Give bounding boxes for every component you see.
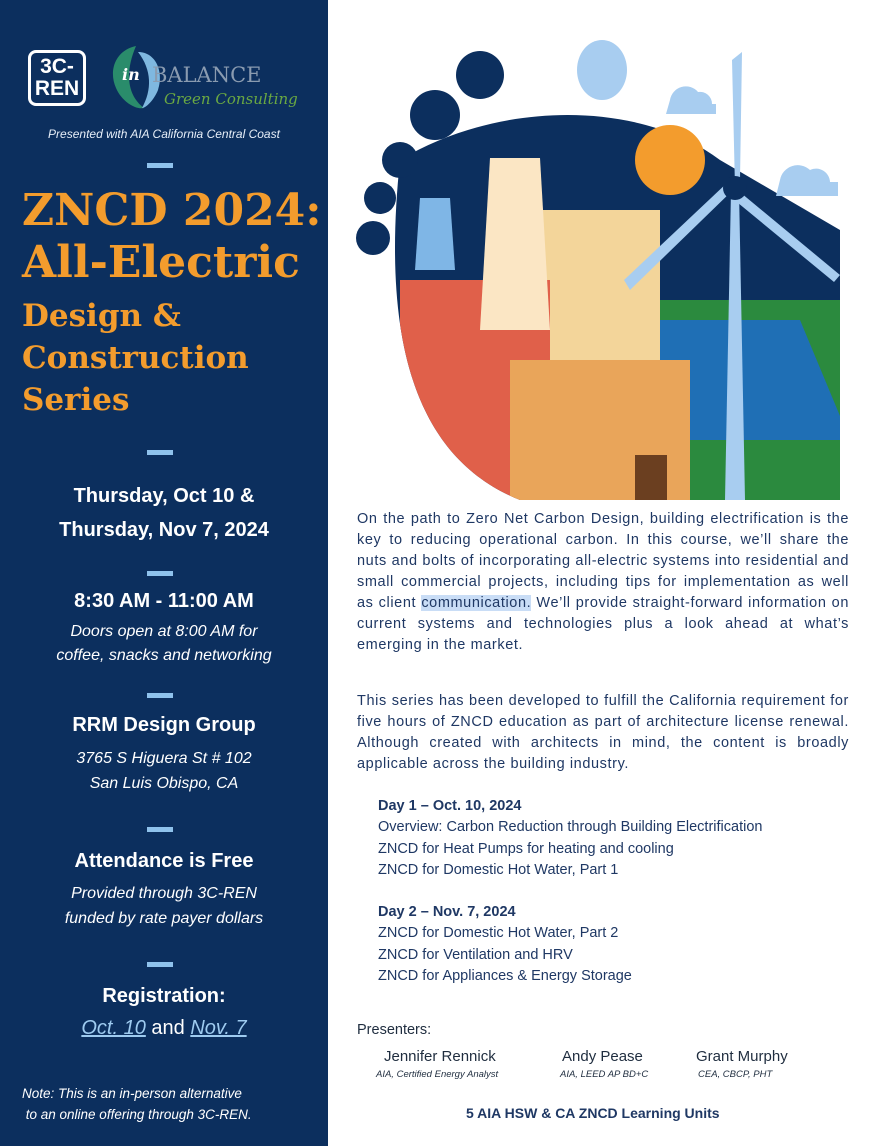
agenda-item: ZNCD for Domestic Hot Water, Part 2 (378, 925, 619, 942)
learning-units: 5 AIA HSW & CA ZNCD Learning Units (466, 1105, 720, 1121)
day2-agenda (378, 902, 632, 987)
divider (147, 693, 173, 698)
presenter-credentials: AIA, LEED AP BD+C (560, 1069, 649, 1080)
registration-title: Registration: (102, 985, 226, 1007)
intro-text: On the path to Zero Net Carbon Design, building electrification is the key to reducing operational carbon. In this course, we’ll share the nuts and bolts of incorporating all-electric systems into residential and small commercial projects, including tips for implementation as well as client (357, 511, 849, 611)
doors-line: coffee, snacks and networking (56, 647, 272, 664)
title-line: All-Electric (22, 237, 300, 288)
agenda-item: ZNCD for Appliances & Energy Storage (378, 967, 632, 984)
3c-ren-logo: 3C-REN (28, 50, 86, 106)
doors-open-note (0, 620, 328, 668)
venue-name: RRM Design Group (72, 714, 256, 736)
attendance-free: Attendance is Free (74, 850, 254, 872)
inbalance-prefix: in (122, 65, 140, 84)
event-dates (0, 479, 328, 547)
venue-address (0, 746, 328, 796)
title-line: ZNCD 2024: (22, 185, 322, 236)
divider (147, 450, 173, 455)
steam-cloud (577, 40, 627, 100)
date-line: Thursday, Nov 7, 2024 (59, 519, 269, 541)
funding-line: Provided through 3C-REN (71, 885, 257, 902)
inbalance-name: BALANCE (152, 63, 262, 87)
day2-title: Day 2 – Nov. 7, 2024 (378, 904, 516, 920)
sun (635, 125, 705, 195)
event-time: 8:30 AM - 11:00 AM (74, 590, 254, 612)
divider (147, 827, 173, 832)
register-nov7-link[interactable]: Nov. 7 (190, 1017, 247, 1039)
note-line: Note: This is an in-person alternative (22, 1086, 242, 1101)
in-person-note (22, 1083, 252, 1125)
intro-highlight: communication. (421, 595, 532, 611)
dot (364, 182, 396, 214)
page-title (22, 185, 322, 289)
registration-and: and (145, 1017, 191, 1039)
day1-title: Day 1 – Oct. 10, 2024 (378, 798, 522, 814)
smokestack (480, 158, 550, 330)
dot (456, 51, 504, 99)
cloud (776, 165, 838, 196)
turbine-blade (732, 52, 742, 188)
address-line: 3765 S Higuera St # 102 (76, 750, 252, 767)
registration-links (0, 1017, 328, 1040)
funding-note (0, 881, 328, 931)
dot (382, 142, 418, 178)
presenter-name: Jennifer Rennick (384, 1048, 496, 1065)
electrification-illustration (340, 30, 870, 505)
dot (356, 221, 390, 255)
inbalance-logo (108, 44, 313, 114)
agenda-item: ZNCD for Ventilation and HRV (378, 946, 573, 963)
divider (147, 163, 173, 168)
sidebar (0, 0, 328, 1146)
presenter-name: Grant Murphy (696, 1048, 788, 1065)
agenda-item: ZNCD for Domestic Hot Water, Part 1 (378, 861, 619, 878)
cooling-tower (415, 198, 455, 270)
page-subtitle (22, 295, 249, 421)
intro-paragraph (357, 509, 849, 656)
day1-agenda (378, 796, 762, 881)
divider (147, 962, 173, 967)
intro-text-end: We’ll provide straight-forward information on current systems and technologies plus a look ahead at what’s emerging in the market. (357, 595, 849, 653)
presenter-credentials: CEA, CBCP, PHT (698, 1069, 773, 1080)
inbalance-tagline: Green Consulting (164, 90, 298, 108)
subtitle-line: Series (22, 382, 130, 418)
presented-with: Presented with AIA California Central Coast (48, 127, 280, 141)
doors-line: Doors open at 8:00 AM for (70, 623, 258, 640)
agenda-item: Overview: Carbon Reduction through Building Electrification (378, 819, 763, 836)
subtitle-line: Design & (22, 298, 181, 334)
subtitle-line: Construction (22, 340, 249, 376)
requirement-paragraph: This series has been developed to fulfill the California requirement for five hours of ZNCD education as part of architecture license renewal. Although created with architects in mind, the content is broadly applicable across the building industry. (357, 693, 849, 772)
divider (147, 571, 173, 576)
dot (410, 90, 460, 140)
agenda-item: ZNCD for Heat Pumps for heating and cooling (378, 840, 674, 857)
date-line: Thursday, Oct 10 & (73, 485, 255, 507)
address-line: San Luis Obispo, CA (89, 775, 239, 792)
presenter-credentials: AIA, Certified Energy Analyst (376, 1069, 499, 1080)
building-door (635, 455, 667, 500)
register-oct10-link[interactable]: Oct. 10 (81, 1017, 146, 1039)
turbine-hub (723, 176, 747, 200)
funding-line: funded by rate payer dollars (64, 910, 264, 927)
cloud (666, 86, 716, 114)
note-line: to an online offering through 3C-REN. (22, 1107, 252, 1122)
presenters-label: Presenters: (357, 1022, 432, 1038)
presenter-name: Andy Pease (562, 1048, 643, 1065)
